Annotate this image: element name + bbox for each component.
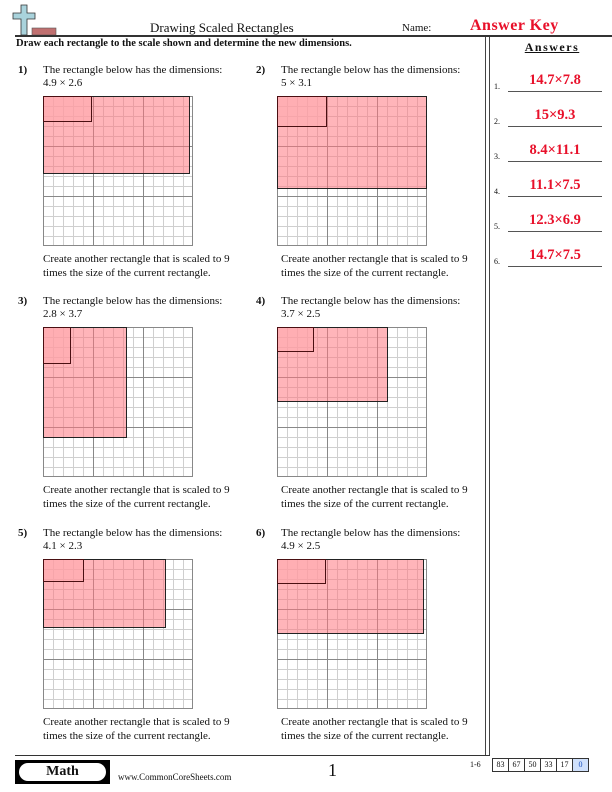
problem-number: 3) [18,295,28,307]
answer-line [508,266,602,268]
score-cell: 33 [540,758,557,772]
problem-statement: The rectangle below has the dimensions: [43,64,223,76]
answer-row [494,70,612,92]
problem-statement: The rectangle below has the dimensions: [281,295,461,307]
problem-dimensions: 5 × 3.1 [281,77,312,89]
subject-label: Math [19,763,106,781]
original-rectangle [277,559,326,584]
original-rectangle [43,559,84,582]
answers-title: Answers [524,40,580,54]
page-number: 1 [328,760,337,780]
problem-caption: Create another rectangle that is scaled to 9 times the size of the current rectangle. [281,716,468,742]
problem-statement: The rectangle below has the dimensions: [43,295,223,307]
answer-row [494,175,612,197]
name-label: Name: [402,22,432,34]
original-rectangle [277,96,327,127]
subject-badge [15,760,110,784]
problem-number: 4) [256,295,266,307]
answer-value[interactable]: 8.4×11.1 [529,142,581,158]
problem-dimensions: 2.8 × 3.7 [43,308,83,320]
answer-number: 4. [494,187,500,196]
header-divider [15,35,612,37]
grid[interactable] [43,559,193,709]
answer-row [494,140,612,162]
problem-caption: Create another rectangle that is scaled to 9 times the size of the current rectangle. [281,253,468,279]
answer-number: 1. [494,82,500,91]
problem-dimensions: 4.9 × 2.6 [43,77,83,89]
problem-caption: Create another rectangle that is scaled to 9 times the size of the current rectangle. [43,484,230,510]
score-cell: 17 [556,758,573,772]
original-rectangle [43,96,92,122]
problem-text [43,527,222,553]
score-cell: 83 [492,758,509,772]
problem-caption: Create another rectangle that is scaled to 9 times the size of the current rectangle. [43,716,230,742]
grid[interactable] [277,327,427,477]
problem-statement: The rectangle below has the dimensions: [43,527,223,539]
column-divider [489,37,490,755]
plus-logo-icon [12,4,62,36]
problem-dimensions: 4.1 × 2.3 [43,540,83,552]
problem-number: 2) [256,64,266,76]
answer-number: 3. [494,152,500,161]
problem-dimensions: 4.9 × 2.5 [281,540,321,552]
instructions: Draw each rectangle to the scale shown and determine the new dimensions. [16,38,352,49]
score-cell: 0 [572,758,589,772]
problem-number: 6) [256,527,266,539]
problem-text [281,295,460,321]
answer-number: 6. [494,257,500,266]
answer-value[interactable]: 11.1×7.5 [529,177,581,193]
problem-statement: The rectangle below has the dimensions: [281,64,461,76]
score-range: 1-6 [470,760,481,769]
problem-number: 1) [18,64,28,76]
site-link[interactable]: www.CommonCoreSheets.com [118,772,232,782]
answer-value[interactable]: 14.7×7.5 [529,247,581,263]
answer-row [494,245,612,267]
grid[interactable] [277,559,427,709]
answer-row [494,210,612,232]
problem-text [43,64,222,90]
grid[interactable] [43,327,193,477]
answer-line [508,196,602,198]
problem-caption: Create another rectangle that is scaled to 9 times the size of the current rectangle. [281,484,468,510]
problem-number: 5) [18,527,28,539]
column-divider [485,37,486,755]
score-cell: 50 [524,758,541,772]
answer-number: 2. [494,117,500,126]
problem-caption: Create another rectangle that is scaled to 9 times the size of the current rectangle. [43,253,230,279]
problem-statement: The rectangle below has the dimensions: [281,527,461,539]
answer-line [508,91,602,93]
answer-line [508,126,602,128]
problem-text [281,64,460,90]
logo [12,4,62,36]
grid[interactable] [277,96,427,246]
original-rectangle [43,327,71,364]
answer-value[interactable]: 14.7×7.8 [529,72,581,88]
grid[interactable] [43,96,193,246]
answer-value[interactable]: 15×9.3 [534,107,576,123]
problem-text [43,295,222,321]
answer-line [508,161,602,163]
answer-value[interactable]: 12.3×6.9 [529,212,581,228]
page-title: Drawing Scaled Rectangles [150,20,294,35]
score-cell: 67 [508,758,525,772]
answer-row [494,105,612,127]
answer-key-label: Answer Key [470,17,559,34]
problem-text [281,527,460,553]
score-table [493,758,589,772]
problem-dimensions: 3.7 × 2.5 [281,308,321,320]
answer-line [508,231,602,233]
answer-number: 5. [494,222,500,231]
footer-divider [15,755,490,756]
original-rectangle [277,327,314,352]
